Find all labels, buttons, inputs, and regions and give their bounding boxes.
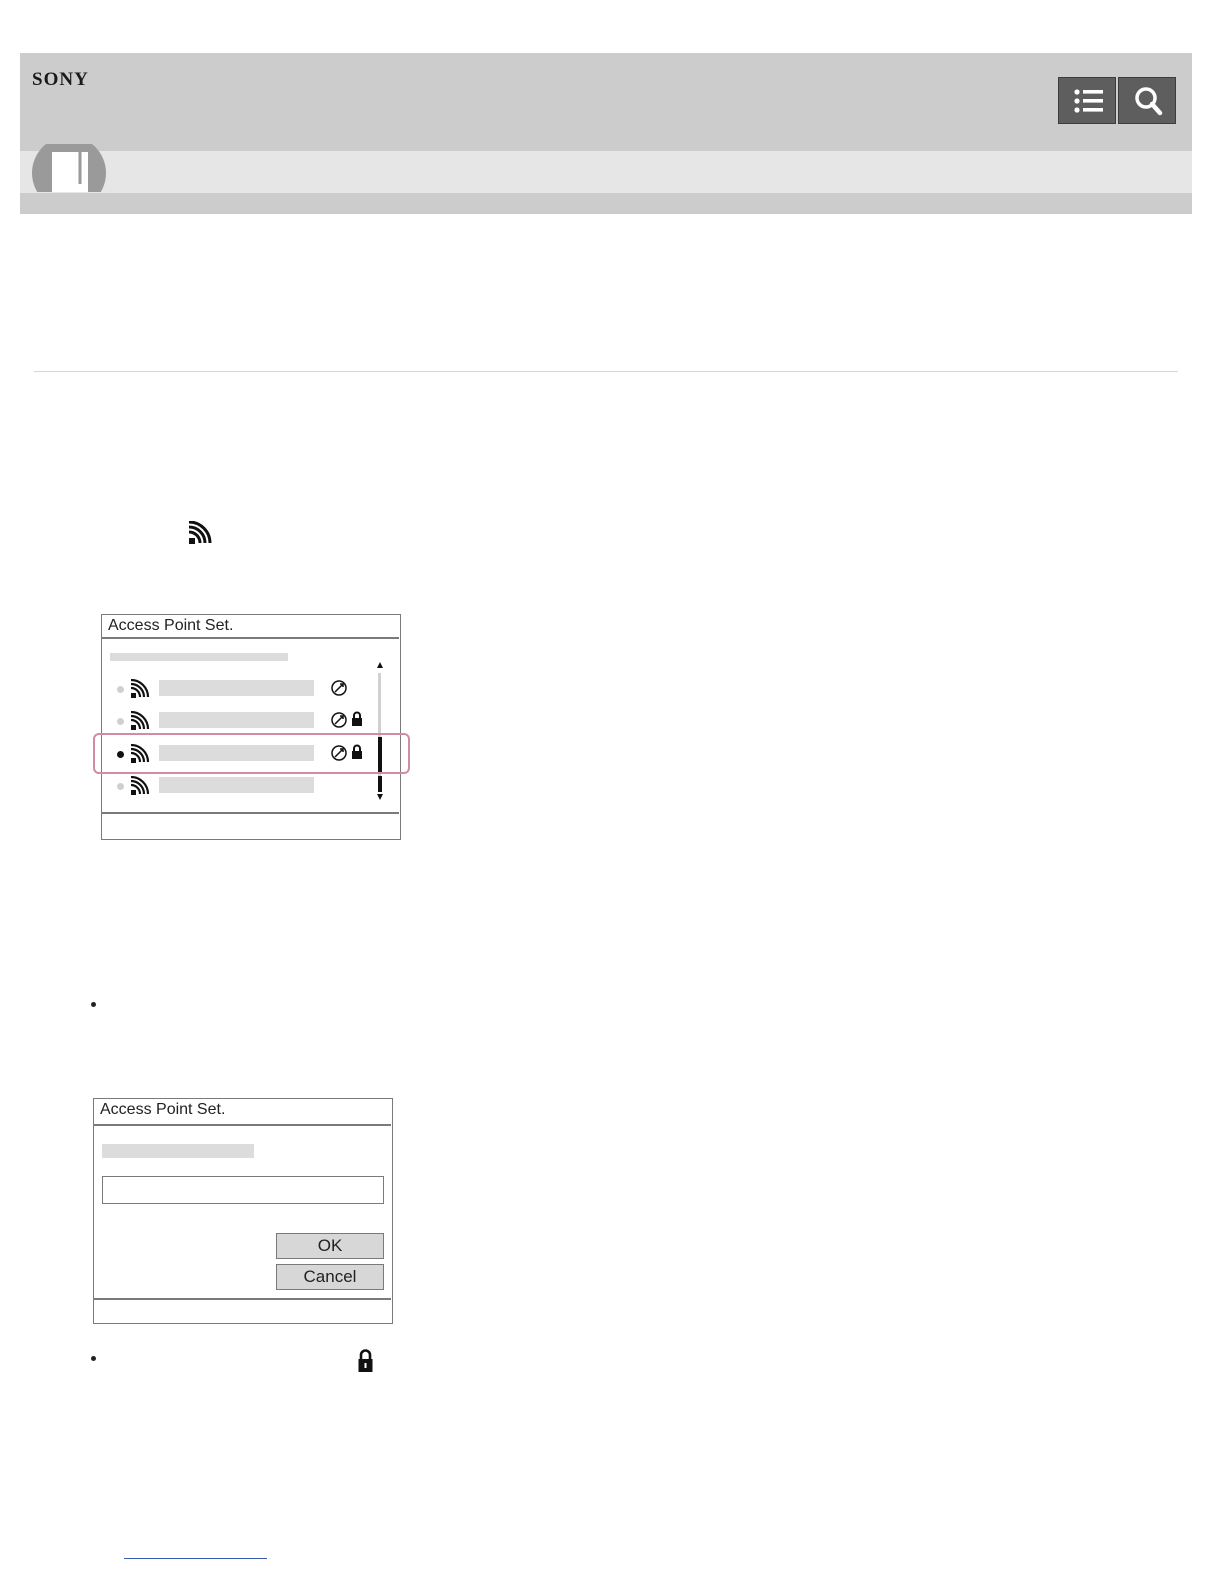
access-point-row[interactable] (102, 773, 392, 801)
category-band (20, 151, 1192, 193)
toc-button[interactable] (1058, 77, 1116, 124)
wifi-signal-icon (130, 679, 150, 699)
wifi-signal-icon (187, 521, 213, 545)
list-caption-placeholder (110, 653, 288, 661)
selection-dot (117, 718, 124, 725)
footer-divider (94, 1298, 391, 1300)
screen-title: Access Point Set. (108, 617, 234, 634)
password-input[interactable] (102, 1176, 384, 1204)
wps-icon (330, 679, 348, 697)
list-bullet (91, 1356, 96, 1361)
site-header (20, 53, 1192, 151)
search-icon (1119, 78, 1177, 125)
selection-dot (117, 783, 124, 790)
list-bullet (91, 1002, 96, 1007)
cancel-button[interactable]: Cancel (276, 1264, 384, 1290)
ssid-placeholder (159, 712, 314, 728)
access-point-row[interactable] (102, 676, 392, 704)
search-button[interactable] (1118, 77, 1176, 124)
lock-icon (357, 1348, 374, 1373)
wps-icon (330, 711, 348, 729)
scrollbar-thumb-end (378, 776, 382, 792)
manual-book-icon (32, 144, 106, 192)
section-divider (34, 371, 1178, 372)
title-divider (94, 1124, 391, 1126)
scroll-down-arrow-icon[interactable] (375, 792, 385, 802)
wifi-signal-icon (130, 776, 150, 796)
title-divider (102, 637, 399, 639)
selection-dot (117, 686, 124, 693)
list-icon (1059, 78, 1117, 125)
link-underline[interactable] (124, 1558, 267, 1559)
selection-highlight (93, 733, 410, 774)
ssid-placeholder (159, 680, 314, 696)
prompt-placeholder (102, 1144, 254, 1158)
footer-divider (102, 812, 399, 814)
ssid-placeholder (159, 777, 314, 793)
category-band-bottom (20, 193, 1192, 214)
screen-title: Access Point Set. (100, 1101, 226, 1118)
ok-button[interactable]: OK (276, 1233, 384, 1259)
sony-logo[interactable]: SONY (32, 69, 89, 90)
access-point-list-screen (101, 614, 401, 840)
scroll-up-arrow-icon[interactable] (375, 660, 385, 670)
lock-icon (351, 711, 363, 727)
password-entry-screen (93, 1098, 393, 1324)
wifi-signal-icon (130, 711, 150, 731)
access-point-row[interactable] (102, 708, 392, 736)
